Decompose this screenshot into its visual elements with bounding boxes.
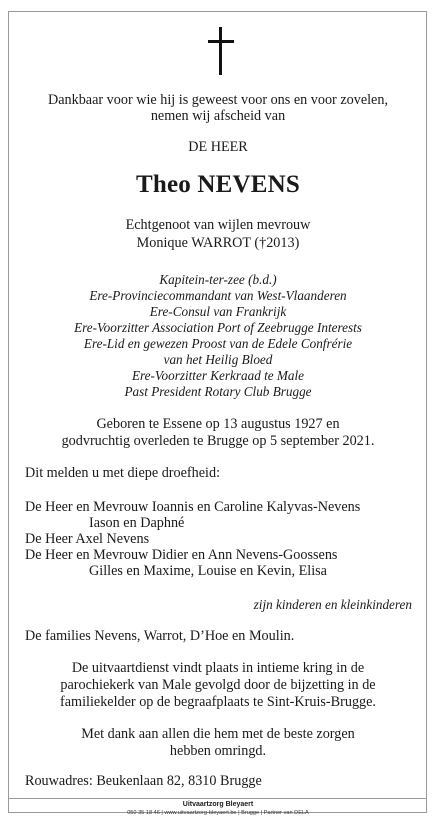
title-line: Ere-Voorzitter Association Port of Zeebrugge Interests [74, 320, 362, 335]
spouse-line-1: Echtgenoot van wijlen mevrouw [125, 217, 311, 233]
title-line: van het Heilig Bloed [163, 352, 273, 367]
thanks-line-1: Met dank aan allen die hem met de beste zorgen [81, 726, 355, 742]
dates-line-1: Geboren te Essene op 13 augustus 1927 en [96, 416, 340, 432]
footer-info: 050 35 18 46 | www.uitvaartzorg-bleyaert.be | Brugge | Partner van DELA [127, 810, 309, 816]
title-line: Ere-Provinciecommandant van West-Vlaanderen [89, 288, 347, 303]
title-line: Kapitein-ter-zee (b.d.) [159, 272, 277, 287]
deceased-name: Theo NEVENS [135, 171, 301, 198]
thanks-line-2: hebben omringd. [169, 743, 267, 759]
salutation: DE HEER [188, 139, 248, 155]
title-line: Past President Rotary Club Brugge [124, 384, 312, 399]
service-line-1: De uitvaartdienst vindt plaats in intieme kring in de [71, 660, 365, 676]
footer-brand: Uitvaartzorg Bleyaert [182, 801, 254, 808]
intro-line-2: nemen wij afscheid van [150, 108, 286, 124]
family-line: De Heer en Mevrouw Ioannis en Caroline Kalyvas-Nevens [25, 499, 361, 515]
service-line-2: parochiekerk van Male gevolgd door de bijzetting in de [60, 677, 376, 693]
family-role: zijn kinderen en kleinkinderen [253, 597, 412, 612]
service-line-3: familiekelder op de begraafplaats te Sint-Kruis-Brugge. [60, 694, 376, 710]
family-line: De Heer en Mevrouw Didier en Ann Nevens-Goossens [25, 547, 338, 563]
title-line: Ere-Voorzitter Kerkraad te Male [131, 368, 304, 383]
family-line: Gilles en Maxime, Louise en Kevin, Elisa [89, 563, 327, 579]
address: Rouwadres: Beukenlaan 82, 8310 Brugge [25, 773, 262, 789]
footer-divider [8, 798, 427, 799]
family-line: Iason en Daphné [89, 515, 185, 531]
title-line: Ere-Lid en gewezen Proost van de Edele Confrérie [83, 336, 353, 351]
intro-line-1: Dankbaar voor wie hij is geweest voor ons en voor zovelen, [47, 92, 388, 108]
family-line: De Heer Axel Nevens [25, 531, 150, 547]
spouse-line-2: Monique WARROT (†2013) [136, 235, 300, 251]
announcement: Dit melden u met diepe droefheid: [25, 465, 221, 481]
families: De families Nevens, Warrot, D’Hoe en Moulin. [25, 628, 295, 644]
title-line: Ere-Consul van Frankrijk [149, 304, 287, 319]
dates-line-2: godvruchtig overleden te Brugge op 5 september 2021. [61, 433, 375, 449]
cross-icon [208, 27, 234, 75]
